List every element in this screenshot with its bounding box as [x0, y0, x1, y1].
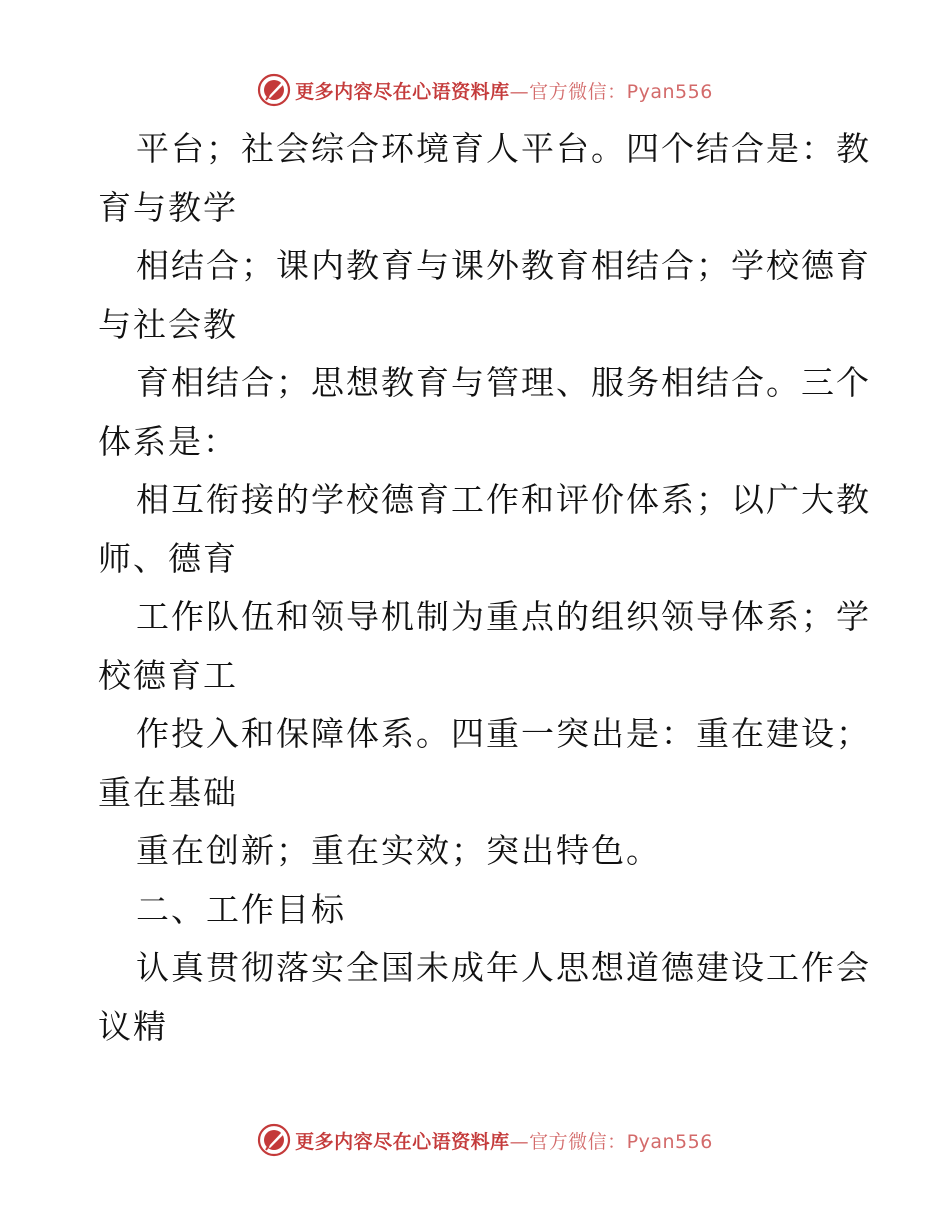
footer-watermark: [0, 1120, 950, 1160]
footer-watermark-wechat: 官方微信：Pyan556: [529, 1130, 713, 1153]
header-watermark: [0, 70, 950, 110]
footer-watermark-main: 更多内容尽在心语资料库: [295, 1130, 510, 1153]
footer-watermark-text: [295, 1127, 713, 1154]
body-line: 与社会教: [98, 304, 238, 344]
body-line: 师、德育: [98, 538, 238, 578]
header-watermark-text: [295, 77, 713, 104]
header-watermark-main: 更多内容尽在心语资料库: [295, 80, 510, 103]
footer-watermark-inner: [257, 1123, 713, 1157]
body-line: 校德育工: [98, 655, 238, 695]
section-heading: 二、工作目标: [136, 889, 346, 929]
quill-logo-icon: [257, 1123, 291, 1157]
body-line: 议精: [98, 1006, 168, 1046]
document-body: [98, 120, 871, 1056]
header-watermark-dash: —: [509, 80, 530, 103]
header-watermark-wechat: 官方微信：Pyan556: [529, 80, 713, 103]
body-line: 育相结合；思想教育与管理、服务相结合。三个: [136, 363, 871, 402]
body-line: 体系是：: [98, 421, 238, 461]
header-watermark-inner: [257, 73, 713, 107]
quill-logo-icon: [257, 73, 291, 107]
footer-watermark-dash: —: [509, 1130, 530, 1153]
body-line: 工作队伍和领导机制为重点的组织领导体系；学: [136, 597, 871, 636]
body-line: 重在创新；重在实效；突出特色。: [136, 831, 661, 870]
body-line: 平台；社会综合环境育人平台。四个结合是：教: [136, 129, 871, 168]
body-line: 作投入和保障体系。四重一突出是：重在建设；: [136, 714, 871, 753]
body-line: 重在基础: [98, 772, 238, 812]
body-line: 相互衔接的学校德育工作和评价体系；以广大教: [136, 480, 871, 519]
body-line: 相结合；课内教育与课外教育相结合；学校德育: [136, 246, 871, 285]
body-line: 认真贯彻落实全国未成年人思想道德建设工作会: [136, 948, 871, 987]
body-line: 育与教学: [98, 187, 238, 227]
